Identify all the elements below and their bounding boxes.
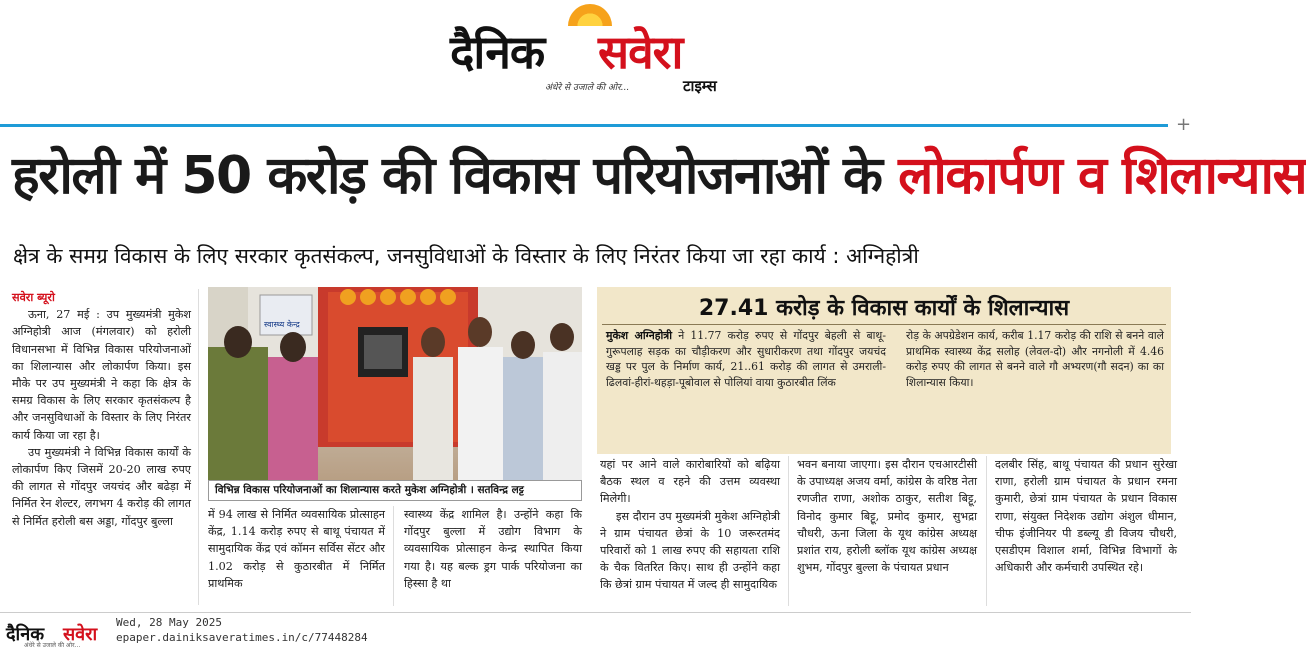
header-divider: [0, 124, 1168, 127]
highlight-box-left-text: ने 11.77 करोड़ रुपए से गोंदपुर बेहली से बाथू-गुरूपलाह सड़क का चौड़ीकरण और सुधारीकरण तथा गोंदपुर जयचंद खड्ड पर पुल के निर्माण कार्य, 21..61 करोड़ की लागत से उमराली-ढिलवां-हीरां-थहड़ा-पूबोवाल से पोलियां वाया कुठारबीत लिंक: [606, 329, 886, 389]
plus-icon[interactable]: +: [1176, 114, 1192, 135]
footer-tagline: अंधेरे से उजाले की ओर...: [24, 642, 81, 649]
news-photo: [208, 287, 582, 480]
article-column-1: [12, 289, 191, 530]
article-paragraph: इस दौरान उप मुख्यमंत्री मुकेश अग्निहोत्री ने ग्राम पंचायत छेत्रां के 10 जरूरतमंद परिवारों को 1 लाख रुपए की सहायता राशि के चैक वितरित किए। साथ ही उन्होंने कहा कि छेत्रां ग्राम पंचायत में जल्द ही सामुदायिक: [600, 509, 780, 592]
article-column-4: [600, 456, 780, 594]
photo-banner-text: स्वास्थ्य केन्द्र: [264, 320, 300, 329]
byline: सवेरा ब्यूरो: [12, 291, 55, 304]
subheadline: क्षेत्र के समग्र विकास के लिए सरकार कृतसंकल्प, जनसुविधाओं के विस्तार के लिए निरंतर किया जा रहा कार्य : अग्निहोत्री: [13, 244, 919, 268]
headline: [12, 138, 1306, 209]
column-divider: [788, 456, 789, 606]
article-paragraph: उप मुख्यमंत्री ने विभिन्न विकास कार्यों के लोकार्पण किए जिसमें 20-20 लाख रुपए की लागत से गोंदपुर जयचंद और बढेड़ा में निर्मित रेन शेल्टर, लगभग 4 करोड़ की लागत से निर्मित हरोली बस अड्डा, गोंदपुर बुल्ला: [12, 445, 191, 528]
headline-black: हरोली में 50 करोड़ की विकास परियोजनाओं के: [12, 146, 882, 206]
highlight-box-right: रोड़ के अपग्रेडेशन कार्य, करीब 1.17 करोड़ की राशि से बनने वाले प्राथमिक स्वास्थ्य केंद्र सलोह (लेवल-दो) और नगनोली में 4.46 करोड़ रुपए की लागत से बनने वाले गौ अभ्यरण(गौ सदन) का का शिलान्यास किया।: [906, 329, 1164, 389]
highlight-box-lead: मुकेश अग्निहोत्री: [606, 329, 672, 342]
masthead-logo-savera: सवेरा: [598, 25, 683, 79]
highlight-box-left: [606, 328, 886, 390]
article-column-2: में 94 लाख से निर्मित व्यवसायिक प्रोत्साहन केंद्र, 1.14 करोड़ रुपए से बाथू पंचायत में सामुदायिक केंद्र एवं कॉमन सर्विस सेंटर और 1.02 करोड़ से कुठारबीत में निर्मित प्राथमिक: [208, 508, 385, 590]
highlight-box-title: 27.41 करोड़ के विकास कार्यों के शिलान्यास: [698, 296, 1070, 321]
masthead-logo-dainik: दैनिक: [450, 25, 545, 79]
footer-date: Wed, 28 May 2025: [116, 616, 222, 629]
article-paragraph: यहां पर आने वाले कारोबारियों को बढ़िया बैठक स्थल व रहने की उत्तम व्यवस्था मिलेगी।: [600, 458, 780, 506]
photo-illustration: [208, 287, 582, 480]
article-column-6: दलबीर सिंह, बाथू पंचायत की प्रधान सुरेखा राणा, हरोली ग्राम पंचायत के प्रधान रमना कुमारी, छेत्रां ग्राम पंचायत के प्रधान विकास राणा, संयुक्त निदेशक उद्योग अंशुल धीमान, चीफ इंजीनियर पी डब्ल्यू डी विजय चौधरी, एसडीएम विशाल शर्मा, विभिन्न विभागों के अधिकारी और कर्मचारी उपस्थित रहे।: [995, 458, 1177, 575]
article-paragraph: ऊना, 27 मई : उप मुख्यमंत्री मुकेश अग्निहोत्री आज (मंगलवार) को हरोली विधानसभा में विभिन्न विकास परियोजनाओं का शिलान्यास और लोकार्पण किया। इस मौके पर उप मुख्यमंत्री ने कहा कि क्षेत्र के समग्र विकास के लिए सरकार कृतसंकल्प है और जनसुविधाओं के विस्तार के लिए निरंतर कार्य किया जा रहा है।: [12, 308, 191, 442]
headline-red: लोकार्पण व शिलान्यास: [898, 146, 1306, 206]
photo-caption: विभिन्न विकास परियोजनाओं का शिलान्यास करते मुकेश अग्निहोत्री । सतविन्द्र लट्ट: [208, 480, 582, 501]
footer-logo-dainik: दैनिक: [6, 624, 45, 645]
footer-logo-savera: सवेरा: [63, 624, 98, 645]
column-divider: [393, 506, 394, 606]
masthead-tagline: अंधेरे से उजाले की ओर...: [545, 83, 630, 93]
article-column-3: स्वास्थ्य केंद्र शामिल है। उन्होंने कहा कि गोंदपुर बुल्ला में उद्योग विभाग के व्यवसायिक प्रोत्साहन केन्द्र स्थापित किया गया है। यह बल्क ड्रग पार्क परियोजना का हिस्सा है था: [404, 508, 582, 590]
masthead-times: टाइम्स: [683, 77, 717, 95]
article-column-5: भवन बनाया जाएगा। इस दौरान एचआरटीसी के उपाध्यक्ष अजय वर्मा, कांग्रेस के वरिष्ठ नेता रणजीत राणा, अशोक ठाकुर, सतीश बिट्टू, विनोद कुमार बिट्टू, प्रमोद कुमार, सुभद्रा चौधरी, ऊना जिला के यूथ कांग्रेस अध्यक्ष प्रशांत राय, हरोली ब्लॉक यूथ कांग्रेस अध्यक्ष शुभम, गोंदपुर बुल्ला के पंचायत प्रधान: [797, 458, 978, 575]
column-divider: [986, 456, 987, 606]
footer-url-link[interactable]: epaper.dainiksaveratimes.in/c/77448284: [116, 631, 368, 644]
highlight-box-rule: [602, 324, 1166, 325]
footer-divider: [0, 612, 1191, 613]
column-divider: [198, 289, 199, 605]
